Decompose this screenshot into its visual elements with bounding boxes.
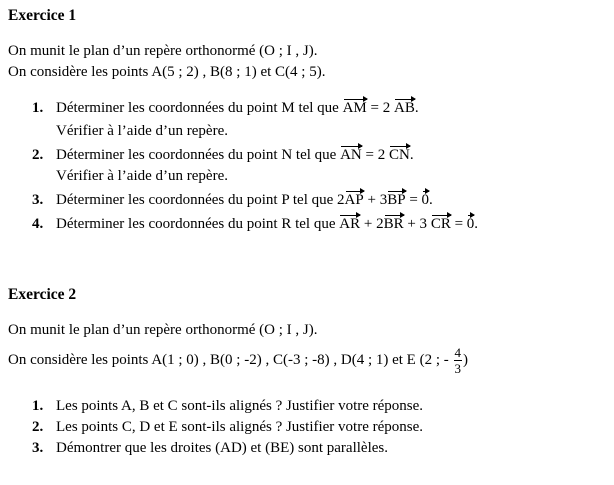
period: .: [409, 147, 414, 163]
item-text: Démontrer que les droites (AD) et (BE) sont parallèles.: [56, 440, 388, 456]
exercise-2-title: Exercice 2: [8, 286, 77, 303]
vector-ap: AP: [344, 192, 364, 208]
fraction-numerator: 4: [454, 345, 461, 360]
exercise-1-item-1-note: Vérifier à l’aide d’un repère.: [56, 123, 228, 139]
item-text: Les points C, D et E sont-ils alignés ? Justifier votre réponse.: [56, 419, 424, 435]
exercise-2-item-1: [32, 396, 423, 416]
vector-cr: CR: [430, 216, 451, 232]
vector-br: BR: [383, 216, 404, 232]
item-number: 3.: [32, 440, 44, 456]
period: .: [414, 100, 419, 116]
zero-vector: 0: [466, 216, 475, 232]
plus-text-2: + 3: [403, 216, 431, 232]
vector-cn: CN: [388, 147, 410, 163]
vector-an: AN: [340, 147, 362, 163]
equals-text: =: [405, 192, 422, 208]
equals-text: =: [450, 216, 467, 232]
exercise-2-intro-2: [8, 345, 468, 376]
period: .: [474, 216, 479, 232]
item-number: 2.: [32, 419, 44, 435]
zero-vector: 0: [421, 192, 430, 208]
intro-text: On considère les points A(1 ; 0) , B(0 ; -2) , C(-3 ; -8) , D(4 ; 1) et E (2 ; -: [8, 351, 453, 368]
exercise-1-item-4: [32, 214, 478, 234]
exercise-1-item-1: [32, 98, 419, 118]
exercise-2-intro-1: On munit le plan d’un repère orthonormé (O ; I , J).: [8, 322, 318, 338]
plus-text: + 2: [360, 216, 384, 232]
exercise-1-item-2-note: Vérifier à l’aide d’un repère.: [56, 168, 228, 184]
item-number: 1.: [32, 100, 44, 116]
vector-am: AM: [342, 100, 367, 116]
item-text: Déterminer les coordonnées du point M tel que: [56, 100, 343, 116]
exercise-1-intro-2: On considère les points A(5 ; 2) , B(8 ; 1) et C(4 ; 5).: [8, 64, 326, 80]
item-text: Déterminer les coordonnées du point N tel que: [56, 147, 341, 163]
fraction-denominator: 3: [454, 361, 461, 376]
closing-paren: ): [463, 351, 468, 368]
exercise-2-item-2: [32, 417, 423, 437]
exercise-2-item-3: [32, 438, 388, 458]
item-number: 2.: [32, 147, 44, 163]
vector-ab: AB: [393, 100, 415, 116]
item-number: 1.: [32, 398, 44, 414]
equals-text: = 2: [366, 100, 394, 116]
exercise-1-title: Exercice 1: [8, 7, 77, 24]
vector-bp: BP: [387, 192, 406, 208]
exercise-1-item-2: [32, 145, 414, 165]
item-text: Déterminer les coordonnées du point R tel que: [56, 216, 340, 232]
vector-ar: AR: [339, 216, 361, 232]
item-text: Les points A, B et C sont-ils alignés ? Justifier votre réponse.: [56, 398, 424, 414]
exercise-1-item-3: [32, 190, 433, 210]
item-number: 4.: [32, 216, 44, 232]
item-number: 3.: [32, 192, 44, 208]
equals-text: = 2: [361, 147, 389, 163]
plus-text: + 3: [363, 192, 388, 208]
item-text: Déterminer les coordonnées du point P tel que 2: [56, 192, 345, 208]
fraction: [454, 345, 463, 376]
exercise-1-intro-1: On munit le plan d’un repère orthonormé (O ; I , J).: [8, 43, 318, 59]
period: .: [429, 192, 433, 208]
